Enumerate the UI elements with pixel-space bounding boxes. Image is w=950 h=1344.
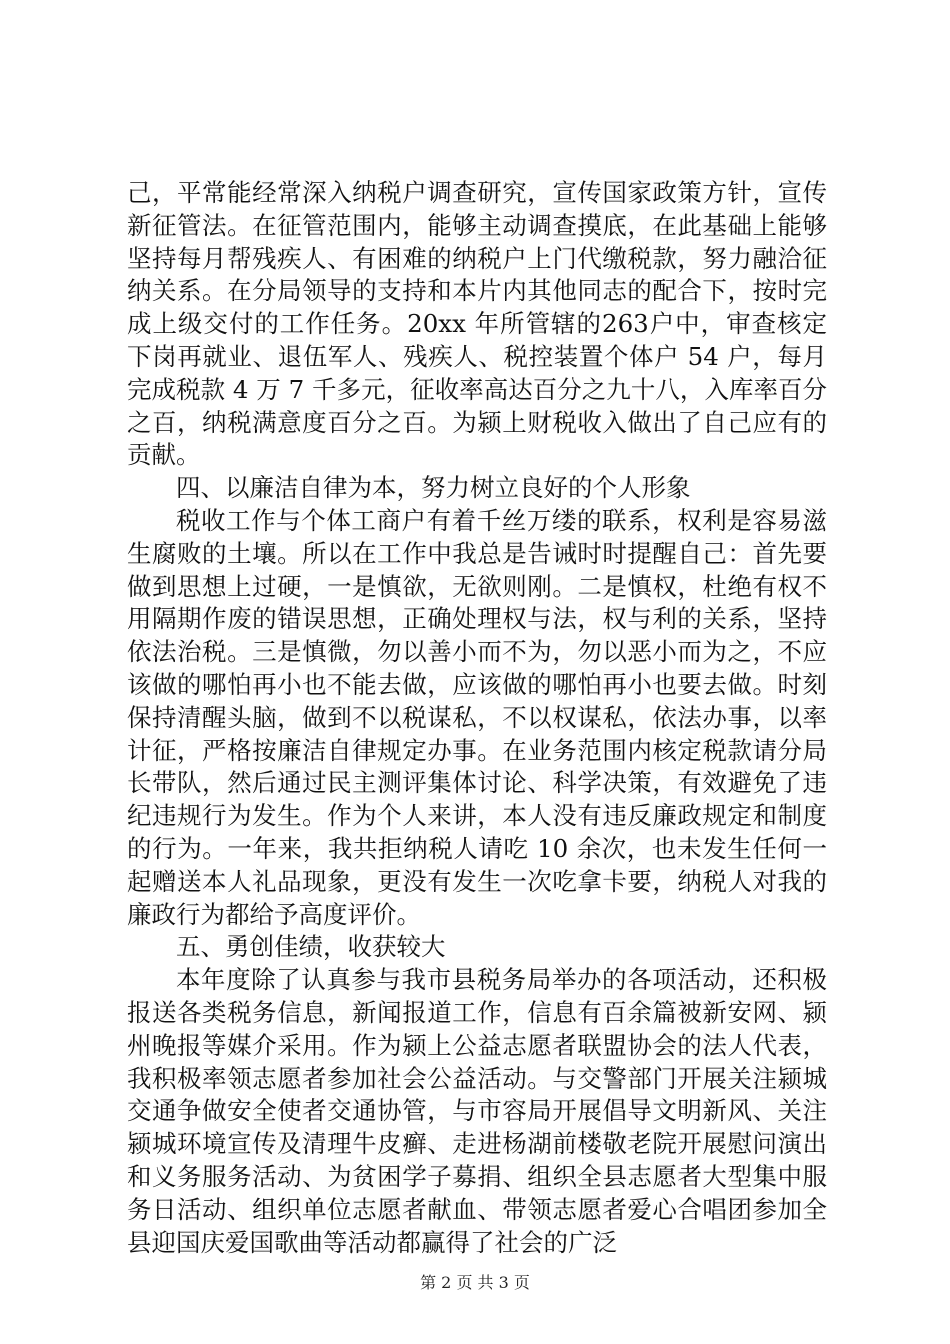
section-heading-4: 四、以廉洁自律为本，努力树立良好的个人形象 xyxy=(176,473,691,503)
page-number-footer: 第 2 页 共 3 页 xyxy=(420,1273,530,1292)
paragraph-2: 税收工作与个体工商户有着千丝万缕的联系，权利是容易滋生腐败的土壤。所以在工作中我总是告诫时时提醒自己：首先要做到思想上过硬，一是慎欲，无欲则刚。二是慎权，杜绝有权不用隔期作废的错误思想，正确处理权与法，权与利的关系，坚持依法治税。三是慎微，勿以善小而不为，勿以恶小而为之，不应该做的哪怕再小也不能去做，应该做的哪怕再小也要去做。时刻保持清醒头脑，做到不以税谋私，不以权谋私，依法办事，以率计征，严格按廉洁自律规定办事。在业务范围内核定税款请分局长带队，然后通过民主测评集体讨论、科学决策，有效避免了违纪违规行为发生。作为个人来讲，本人没有违反廉政规定和制度的行为。一年来，我共拒纳税人请吃 10 余次，也未发生任何一起赠送本人礼品现象，更没有发生一次吃拿卡要，纳税人对我的廉政行为都给予高度评价。 xyxy=(127,505,827,929)
paragraph-1: 己，平常能经常深入纳税户调查研究，宣传国家政策方针，宣传新征管法。在征管范围内，能够主动调查摸底，在此基础上能够坚持每月帮残疾人、有困难的纳税户上门代缴税款，努力融洽征纳关系。在分局领导的支持和本片内其他同志的配合下，按时完成上级交付的工作任务。20xx 年所管辖的263户中，审查核定下岗再就业、退伍军人、残疾人、税控装置个体户 54 户，每月完成税款 4 万 7 千多元，征收率高达百分之九十八，入库率百分之百，纳税满意度百分之百。为颍上财税收入做出了自己应有的贡献。 xyxy=(127,178,827,470)
paragraph-3: 本年度除了认真参与我市县税务局举办的各项活动，还积极报送各类税务信息，新闻报道工作，信息有百余篇被新安网、颍州晚报等媒介采用。作为颍上公益志愿者联盟协会的法人代表，我积极率领志愿者参加社会公益活动。与交警部门开展关注颍城交通争做安全使者交通协管，与市容局开展倡导文明新风、关注颍城环境宣传及清理牛皮癣、走进杨湖前楼敬老院开展慰问演出和义务服务活动、为贫困学子募捐、组织全县志愿者大型集中服务日活动、组织单位志愿者献血、带领志愿者爱心合唱团参加全县迎国庆爱国歌曲等活动都赢得了社会的广泛 xyxy=(127,965,827,1257)
section-heading-5: 五、勇创佳绩，收获较大 xyxy=(176,932,446,962)
document-body xyxy=(127,177,827,1259)
